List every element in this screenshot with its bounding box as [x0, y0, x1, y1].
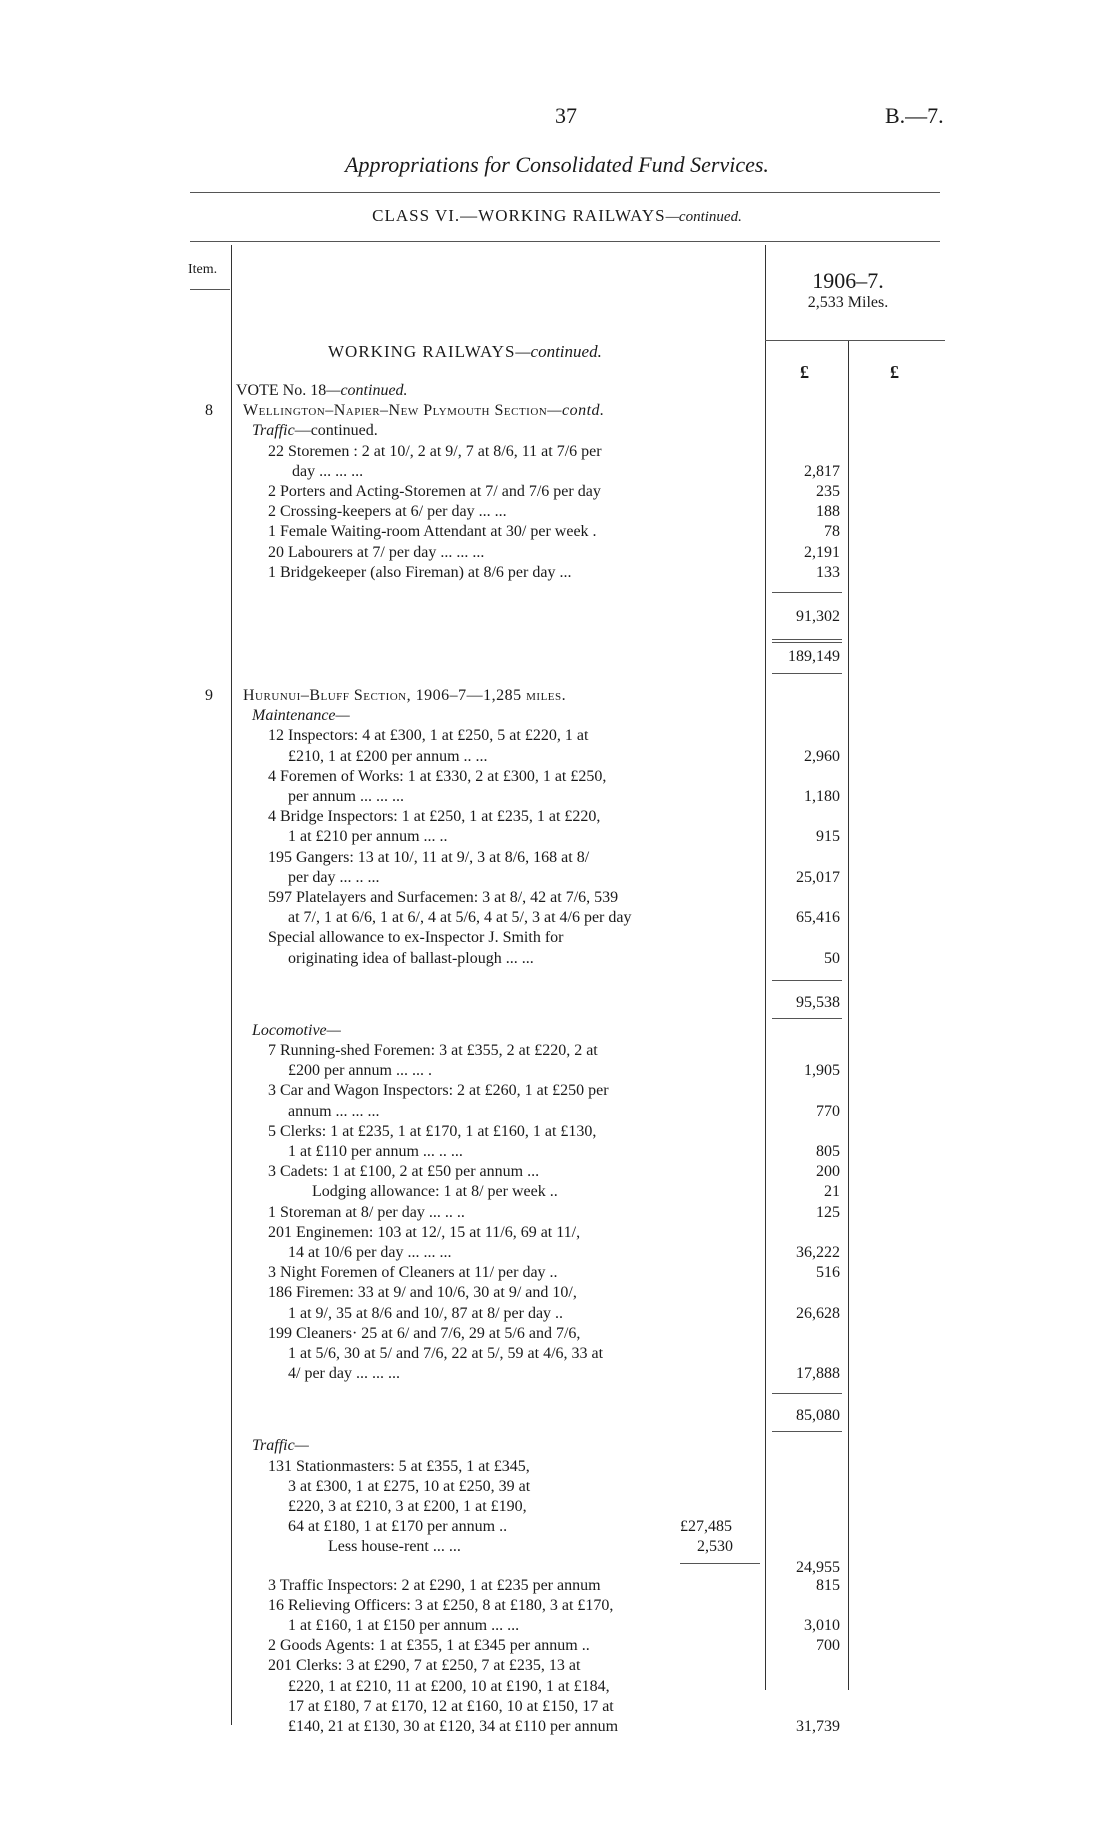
entry-amount: 26,628: [796, 1304, 840, 1322]
less-house-rent-label: Less house-rent ... ...: [328, 1538, 461, 1556]
entry-line: Special allowance to ex-Inspector J. Smith for: [268, 929, 564, 947]
rule: [772, 1431, 842, 1432]
entry-line: 1 at 9/, 35 at 8/6 and 10/, 87 at 8/ per day ..: [288, 1304, 564, 1322]
rule: [772, 639, 842, 640]
currency-symbol: £: [800, 362, 809, 382]
entry-line: 2 Crossing-keepers at 6/ per day ... ...: [268, 503, 507, 521]
entry-line: 199 Cleaners· 25 at 6/ and 7/6, 29 at 5/6 and 7/6,: [268, 1324, 581, 1342]
entry-line: 22 Storemen : 2 at 10/, 2 at 9/, 7 at 8/6, 11 at 7/6 per: [268, 442, 602, 460]
entry-amount: 50: [824, 949, 840, 967]
rule: [190, 192, 940, 193]
entry-line: 3 Traffic Inspectors: 2 at £290, 1 at £235 per annum: [268, 1576, 601, 1594]
rule: [772, 642, 842, 643]
entry-amount: 2,817: [804, 462, 840, 480]
entry-line: per annum ... ... ...: [288, 788, 404, 805]
page-title: Appropriations for Consolidated Fund Services.: [345, 152, 769, 177]
page-number: 37: [555, 103, 577, 128]
entry-line: £220, 1 at £210, 11 at £200, 10 at £190, 1 at £184,: [288, 1677, 610, 1695]
entry-amount: 2,960: [804, 747, 840, 765]
entry-line: 3 Cadets: 1 at £100, 2 at £50 per annum ...: [268, 1163, 540, 1181]
entry-line: 1 Storeman at 8/ per day ... .. ..: [268, 1203, 465, 1221]
item-title: [243, 402, 605, 420]
entry-line: £220, 3 at £210, 3 at £200, 1 at £190,: [288, 1498, 527, 1515]
entry-amount: 125: [816, 1203, 840, 1221]
entry-line: 4 Bridge Inspectors: 1 at £250, 1 at £235, 1 at £220,: [268, 808, 601, 826]
document-reference: B.—7.: [885, 103, 944, 128]
rule: [190, 289, 230, 290]
subtotal: 91,302: [796, 608, 840, 625]
rule: [772, 673, 842, 674]
entry-amount: 65,416: [796, 909, 840, 927]
entry-line: 20 Labourers at 7/ per day ... ... ...: [268, 543, 485, 561]
item-title-text: Wellington–Napier–New Plymouth Section: [243, 402, 548, 420]
rule: [772, 1018, 842, 1019]
subhead-locomotive: Locomotive—: [252, 1021, 341, 1039]
entry-amount: 700: [816, 1637, 840, 1655]
entry-amount: 188: [816, 503, 840, 521]
entry-line: 17 at £180, 7 at £170, 12 at £160, 10 at £150, 17 at: [288, 1697, 614, 1715]
miles-header: 2,533 Miles.: [807, 294, 889, 311]
subhead-cont: —continued.: [294, 422, 378, 440]
entry-line: £140, 21 at £130, 30 at £120, 34 at £110 per annum: [288, 1718, 619, 1735]
entry-amount: 2,191: [804, 543, 840, 561]
subhead-label: Traffic: [252, 422, 295, 440]
entry-amount: 78: [824, 523, 840, 541]
subhead-maintenance: Maintenance—: [252, 707, 350, 725]
rule: [772, 1393, 842, 1394]
column-rule: [231, 245, 232, 1725]
entry-amount: 1,180: [804, 788, 840, 805]
entry-amount: 21: [824, 1183, 840, 1201]
rule: [772, 980, 842, 981]
stationmasters-gross: £27,485: [680, 1518, 732, 1536]
entry-amount: 516: [816, 1264, 840, 1282]
entry-line: 2 Goods Agents: 1 at £355, 1 at £345 per annum ..: [268, 1637, 590, 1655]
entry-line: 195 Gangers: 13 at 10/, 11 at 9/, 3 at 8/6, 168 at 8/: [268, 848, 590, 866]
entry-amount: 815: [816, 1576, 840, 1594]
entry-line: per day ... .. ...: [288, 868, 380, 886]
vote-continued: —continued.: [326, 382, 408, 399]
entry-amount: 133: [816, 563, 840, 581]
currency-symbol: £: [890, 362, 899, 382]
entry-line: 7 Running-shed Foremen: 3 at £355, 2 at £220, 2 at: [268, 1042, 598, 1059]
entry-amount: 3,010: [804, 1617, 840, 1634]
entry-line: 1 Bridgekeeper (also Fireman) at 8/6 per day ...: [268, 563, 572, 581]
item-title: Hurunui–Bluff Section, 1906–7—1,285 miles.: [243, 687, 567, 704]
entry-line: 186 Firemen: 33 at 9/ and 10/6, 30 at 9/ and 10/,: [268, 1284, 577, 1302]
vote-number: VOTE No. 18: [236, 382, 327, 399]
entry-line: day ... ... ...: [292, 462, 364, 480]
rule: [772, 592, 842, 593]
entry-line: 4 Foremen of Works: 1 at £330, 2 at £300, 1 at £250,: [268, 767, 607, 785]
column-rule: [848, 340, 849, 1690]
rule: [680, 1563, 760, 1564]
entry-line: 4/ per day ... ... ...: [288, 1365, 400, 1383]
entry-line: at 7/, 1 at 6/6, 1 at 6/, 4 at 5/6, 4 at 5/, 3 at 4/6 per day: [288, 909, 632, 927]
class-heading: CLASS VI.—WORKING RAILWAYS—continued.: [372, 206, 742, 225]
entry-line: 1 at £110 per annum ... .. ...: [288, 1143, 463, 1160]
entry-line: 3 at £300, 1 at £275, 10 at £250, 39 at: [288, 1477, 531, 1495]
entry-line: 2 Porters and Acting-Storemen at 7/ and 7/6 per day: [268, 483, 601, 500]
section-heading: WORKING RAILWAYS—continued.: [328, 342, 602, 361]
subhead-traffic: Traffic—: [252, 1437, 309, 1455]
entry-line: Lodging allowance: 1 at 8/ per week ..: [312, 1183, 558, 1201]
entry-line: 64 at £180, 1 at £170 per annum ..: [288, 1518, 508, 1536]
entry-amount: 36,222: [796, 1244, 840, 1261]
entry-amount: 25,017: [796, 868, 840, 886]
entry-line: £210, 1 at £200 per annum .. ...: [288, 747, 488, 765]
rule: [765, 340, 945, 341]
entry-line: 597 Platelayers and Surfacemen: 3 at 8/, 42 at 7/6, 539: [268, 889, 619, 906]
item-number: 8: [205, 402, 213, 420]
item-title-cont: —contd.: [547, 402, 605, 420]
less-house-rent-amount: 2,530: [697, 1538, 733, 1556]
entry-amount: 24,955: [796, 1558, 840, 1576]
entry-amount: 770: [816, 1102, 840, 1120]
entry-line: annum ... ... ...: [288, 1102, 380, 1120]
entry-line: 3 Night Foremen of Cleaners at 11/ per day ..: [268, 1264, 558, 1282]
vote-heading: [236, 382, 408, 400]
entry-line: 16 Relieving Officers: 3 at £250, 8 at £180, 3 at £170,: [268, 1596, 614, 1614]
entry-amount: 235: [816, 483, 840, 500]
entry-line: 201 Clerks: 3 at £290, 7 at £250, 7 at £235, 13 at: [268, 1657, 581, 1675]
entry-line: £200 per annum ... ... .: [288, 1062, 432, 1080]
subtotal: 85,080: [796, 1407, 840, 1425]
entry-amount: 1,905: [804, 1062, 840, 1080]
entry-amount: 31,739: [796, 1718, 840, 1735]
entry-line: 5 Clerks: 1 at £235, 1 at £170, 1 at £160, 1 at £130,: [268, 1122, 597, 1140]
entry-amount: 200: [816, 1163, 840, 1181]
entry-line: originating idea of ballast-plough ... ...: [288, 949, 534, 967]
entry-line: 12 Inspectors: 4 at £300, 1 at £250, 5 at £220, 1 at: [268, 727, 589, 745]
subhead-traffic: [252, 422, 378, 440]
entry-line: 14 at 10/6 per day ... ... ...: [288, 1244, 452, 1261]
entry-line: 201 Enginemen: 103 at 12/, 15 at 11/6, 69 at 11/,: [268, 1223, 581, 1241]
entry-line: 131 Stationmasters: 5 at £355, 1 at £345,: [268, 1457, 530, 1475]
entry-line: 1 at 5/6, 30 at 5/ and 7/6, 22 at 5/, 59 at 4/6, 33 at: [288, 1345, 604, 1362]
total: 189,149: [788, 648, 840, 665]
item-column-header: Item.: [188, 262, 218, 277]
rule: [190, 241, 940, 242]
entry-line: 3 Car and Wagon Inspectors: 2 at £260, 1 at £250 per: [268, 1082, 609, 1100]
year-column-header: 1906–7.: [812, 268, 884, 293]
subtotal: 95,538: [796, 993, 840, 1011]
entry-line: 1 at £210 per annum ... ..: [288, 828, 448, 846]
entry-amount: 915: [816, 828, 840, 846]
entry-line: 1 at £160, 1 at £150 per annum ... ...: [288, 1617, 520, 1634]
item-number: 9: [205, 687, 213, 704]
entry-amount: 17,888: [796, 1365, 840, 1383]
entry-line: 1 Female Waiting-room Attendant at 30/ per week .: [268, 523, 597, 541]
entry-amount: 805: [816, 1143, 840, 1160]
